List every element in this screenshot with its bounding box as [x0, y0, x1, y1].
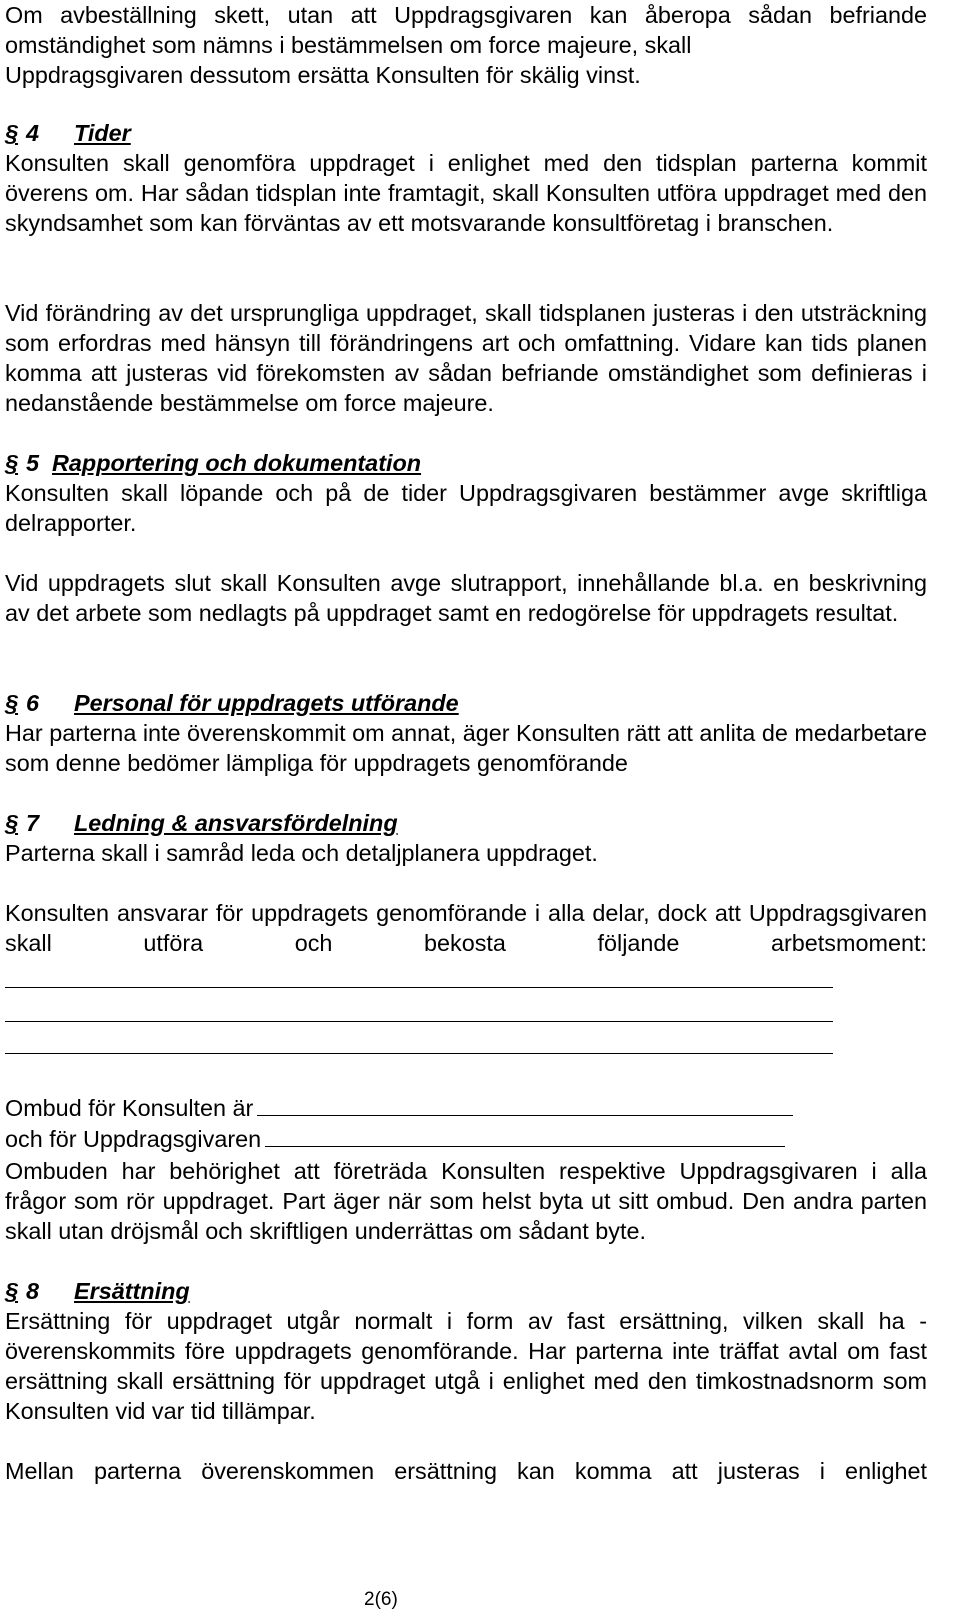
page-number: 2(6)	[364, 1589, 398, 1610]
section-symbol: §	[5, 810, 19, 836]
section-symbol: §	[5, 1278, 19, 1304]
section-symbol: §	[5, 120, 19, 146]
section-5-paragraph-1: Konsulten skall löpande och på de tider Uppdragsgivaren bestämmer avge skriftliga delrapporter.	[5, 480, 927, 536]
section-title: Rapportering och dokumentation	[52, 450, 422, 476]
section-7-paragraph-3: Ombuden har behörighet att företräda Konsulten respektive Uppdragsgivaren i alla frågor som rör uppdraget. Part äger när som helst byta ut sitt ombud. Den andra parten skall utan dröjsmål och skriftligen underrättas om sådant byte.	[5, 1158, 927, 1244]
section-8-heading	[5, 1276, 190, 1306]
section-4-paragraph-2: Vid förändring av det ursprungliga uppdraget, skall tidsplanen justeras i den utsträckning som erfordras med hänsyn till förändringens art och omfattning. Vidare kan tids planen komma att justeras vid förekomsten av sådan befriande omständighet som definieras i nedanstående bestämmelse om force majeure.	[5, 300, 927, 416]
section-symbol: §	[5, 690, 19, 716]
ombud-konsult-row	[5, 1093, 927, 1123]
section-number: 4	[26, 120, 40, 146]
section-title: Personal för uppdragets utförande	[74, 690, 459, 716]
ombud-uppdrag-row	[5, 1124, 927, 1154]
section-symbol: §	[5, 450, 19, 476]
intro-paragraph	[5, 0, 927, 90]
ombud-konsult-label: Ombud för Konsulten är	[5, 1095, 254, 1121]
section-number: 7	[26, 810, 40, 836]
section-title: Ersättning	[74, 1278, 190, 1304]
intro-text-1: Om avbeställning skett, utan att Uppdragsgivaren kan åberopa sådan befriande omständighet som nämns i bestämmelsen om force majeure, skall	[5, 2, 927, 58]
section-number: 5	[26, 450, 40, 476]
section-6-paragraph-1: Har parterna inte överenskommit om annat, äger Konsulten rätt att anlita de medarbetare som denne bedömer lämpliga för uppdragets genomförande	[5, 720, 927, 776]
intro-text-2: Uppdragsgivaren dessutom ersätta Konsulten för skälig vinst.	[5, 62, 641, 88]
section-number: 6	[26, 690, 40, 716]
ombud-uppdrag-field[interactable]	[265, 1124, 785, 1147]
section-8-paragraph-2: Mellan parterna överenskommen ersättning kan komma att justeras i enlighet	[5, 1458, 927, 1484]
blank-line-3	[5, 1053, 833, 1054]
section-title: Ledning & ansvarsfördelning	[74, 810, 398, 836]
section-7-heading	[5, 808, 398, 838]
section-5-heading	[5, 448, 421, 478]
section-number: 8	[26, 1278, 40, 1304]
blank-line-1	[5, 987, 833, 988]
section-6-heading	[5, 688, 459, 718]
section-7-paragraph-2: Konsulten ansvarar för uppdragets genomförande i alla delar, dock att Uppdragsgivaren skall utföra och bekosta följande arbetsmoment:	[5, 900, 927, 956]
ombud-uppdrag-label: och för Uppdragsgivaren	[5, 1126, 262, 1152]
section-7-paragraph-1: Parterna skall i samråd leda och detaljplanera uppdraget.	[5, 840, 598, 866]
section-title: Tider	[74, 120, 131, 146]
section-8-paragraph-1: Ersättning för uppdraget utgår normalt i form av fast ersättning, vilken skall ha - överenskommits före uppdragets genomförande. Har parterna inte träffat avtal om fast ersättning skall ersättning för uppdraget utgå i enlighet med den timkostnadsnorm som Konsulten vid var tid tillämpar.	[5, 1308, 927, 1424]
ombud-konsult-field[interactable]	[257, 1093, 793, 1116]
section-4-heading	[5, 118, 131, 148]
blank-line-2	[5, 1021, 833, 1022]
section-5-paragraph-2: Vid uppdragets slut skall Konsulten avge slutrapport, innehållande bl.a. en beskrivning av det arbete som nedlagts på uppdraget samt en redogörelse för uppdragets resultat.	[5, 570, 927, 626]
section-4-paragraph-1: Konsulten skall genomföra uppdraget i enlighet med den tidsplan parterna kommit överens om. Har sådan tidsplan inte framtagit, skall Konsulten utföra uppdraget med den skyndsamhet som kan förväntas av ett motsvarande konsultföretag i branschen.	[5, 150, 927, 236]
